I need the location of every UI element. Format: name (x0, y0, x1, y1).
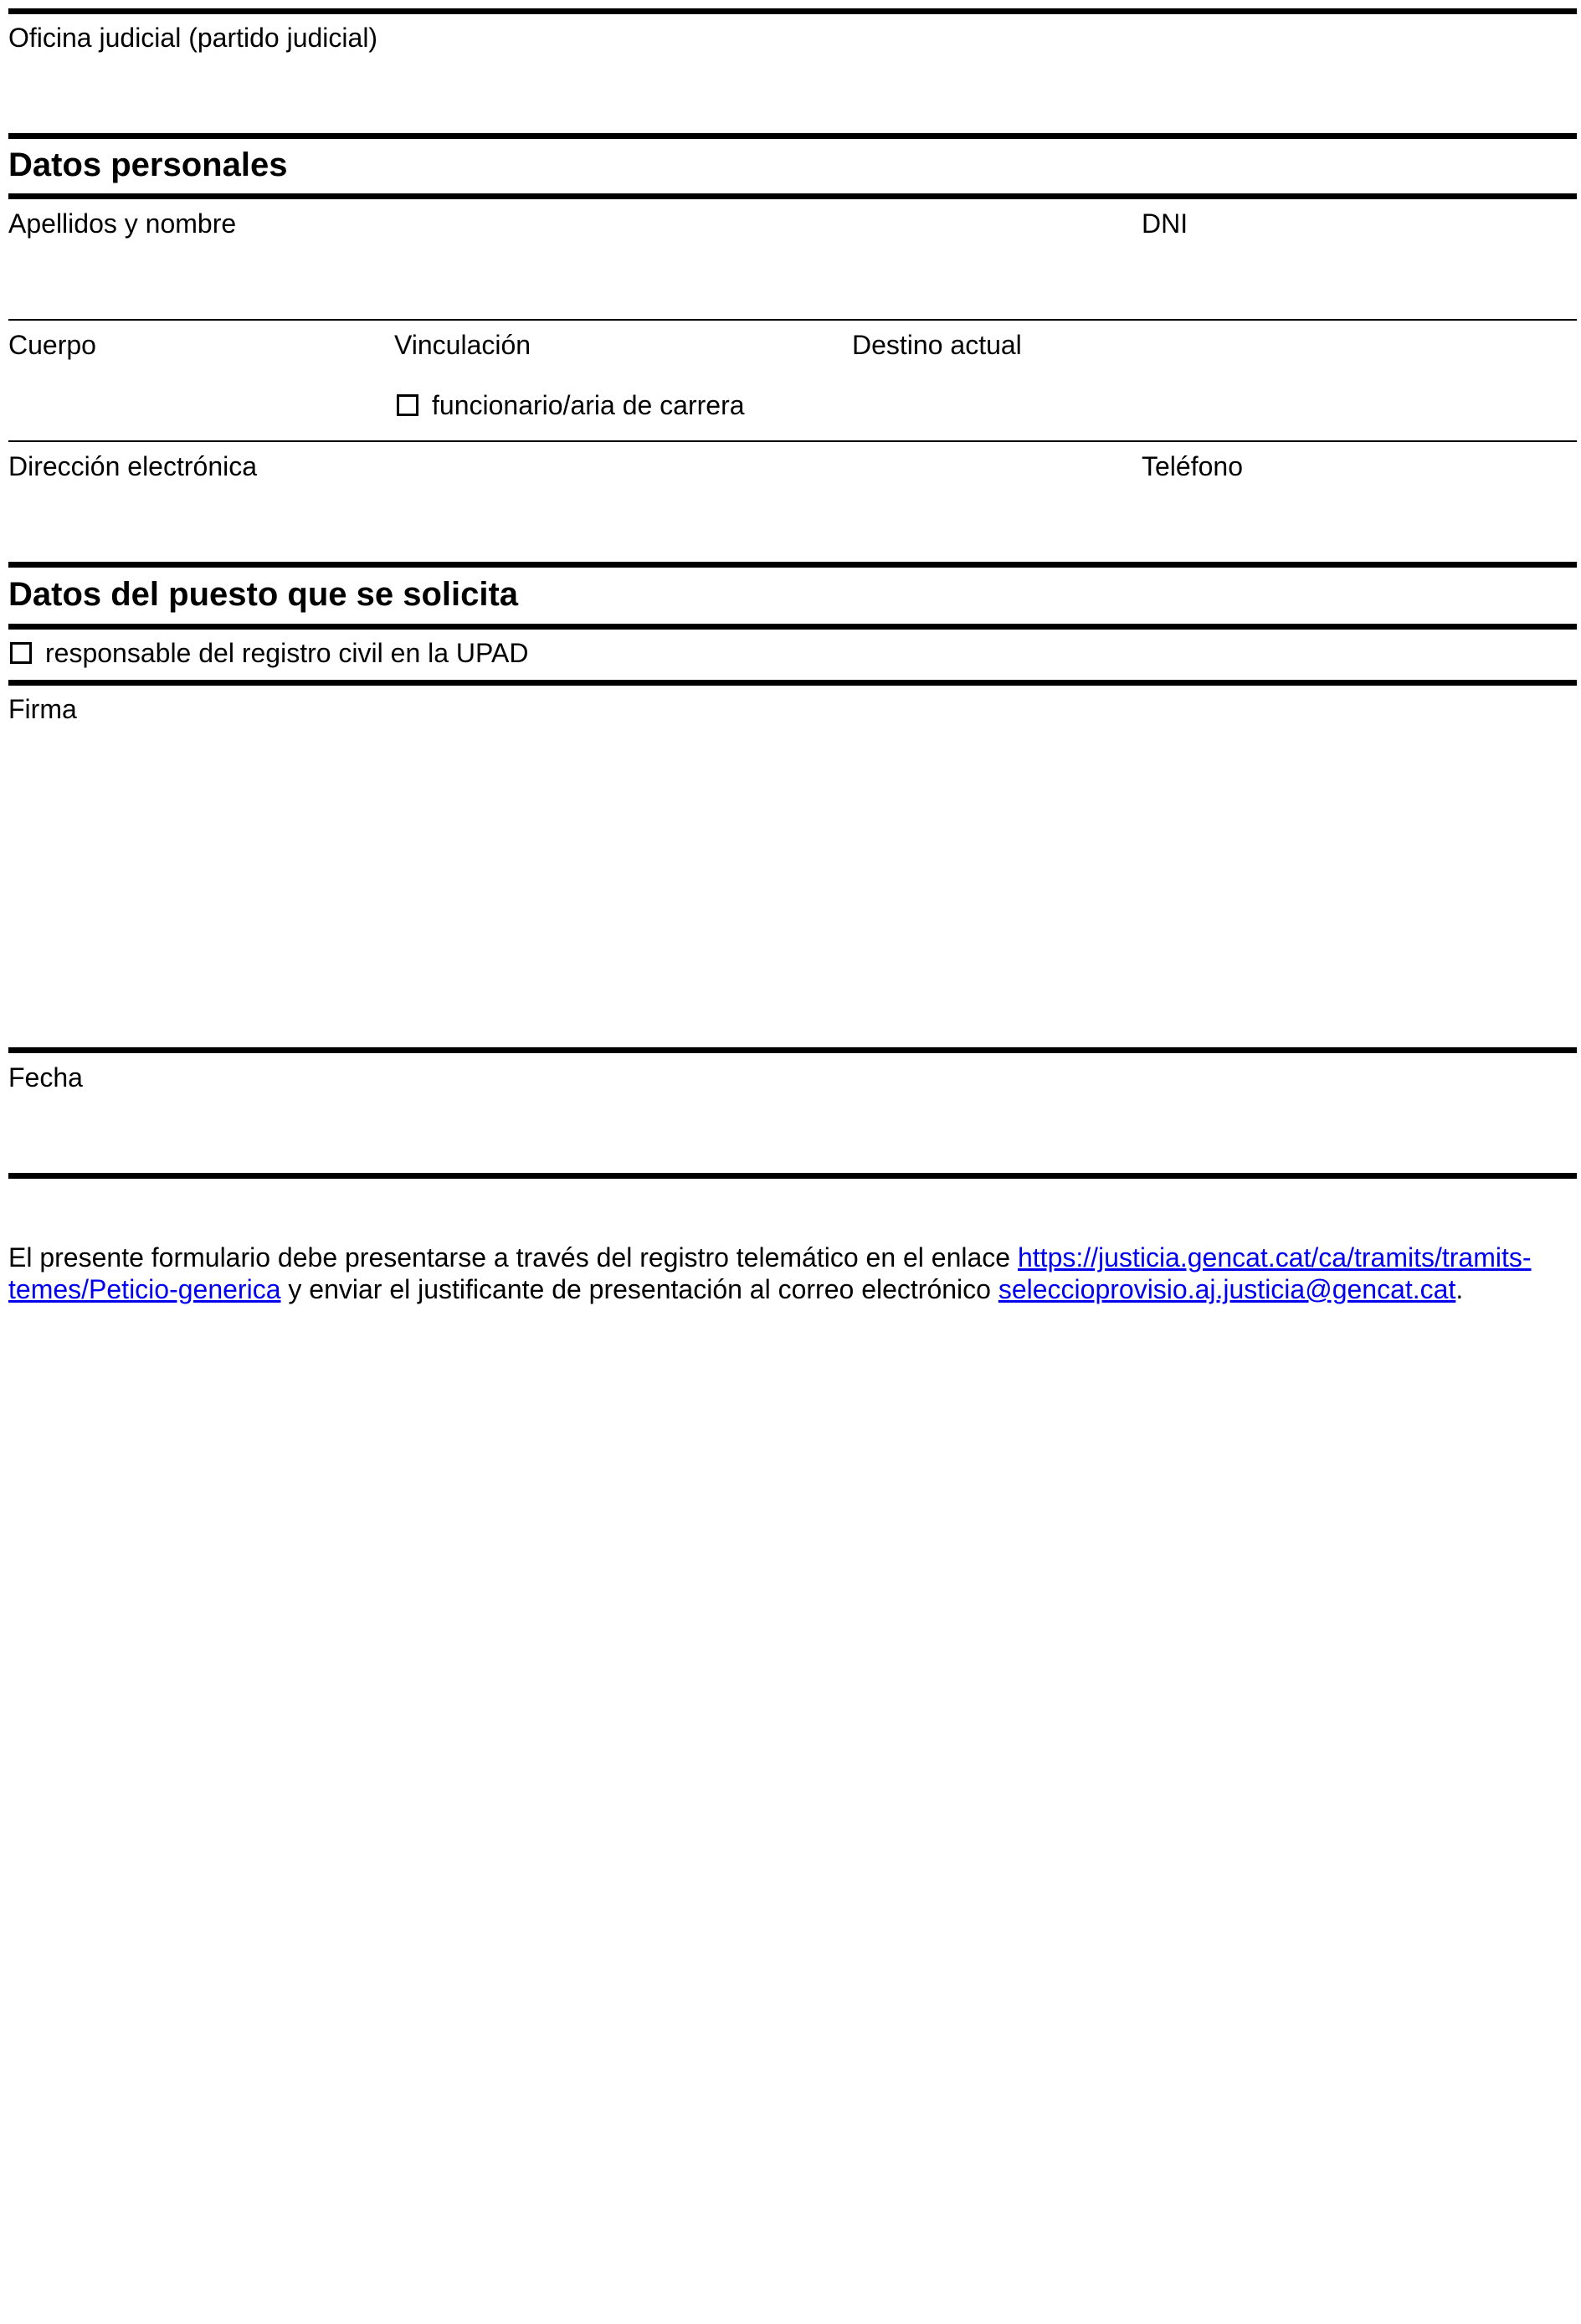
career-official-option[interactable] (397, 389, 745, 421)
section-rule (8, 562, 1577, 568)
section-rule (8, 624, 1577, 630)
phone-label: Teléfono (1142, 451, 1243, 481)
name-label: Apellidos y nombre (8, 208, 237, 239)
personal-data-heading: Datos personales (8, 147, 288, 183)
section-rule (8, 133, 1577, 139)
bottom-rule (8, 1173, 1577, 1179)
destination-label: Destino actual (852, 330, 1022, 360)
body-label: Cuerpo (8, 330, 96, 360)
submission-note (8, 1242, 1568, 1305)
date-label: Fecha (8, 1062, 83, 1093)
note-text-middle: y enviar el justificante de presentación al correo electrónico (280, 1274, 998, 1304)
dni-label: DNI (1142, 208, 1188, 239)
registry-responsible-option[interactable] (10, 637, 528, 669)
note-text-start: El presente formulario debe presentarse a través del registro telemático en el enlace (8, 1242, 1018, 1273)
row-divider (8, 319, 1577, 321)
row-divider (8, 440, 1577, 442)
signature-label: Firma (8, 694, 77, 724)
registry-responsible-checkbox[interactable] (10, 642, 32, 664)
contact-email-link[interactable]: seleccioprovisio.aj.justicia@gencat.cat (998, 1274, 1456, 1304)
section-rule (8, 680, 1577, 686)
position-data-heading: Datos del puesto que se solicita (8, 576, 519, 613)
note-text-end: . (1455, 1274, 1464, 1304)
office-label: Oficina judicial (partido judicial) (8, 23, 378, 53)
career-official-label: funcionario/aria de carrera (432, 390, 745, 420)
email-label: Dirección electrónica (8, 451, 258, 481)
career-official-checkbox[interactable] (397, 394, 418, 416)
top-rule (8, 8, 1577, 14)
request-form-link[interactable]: https://justicia.gencat.cat/ca/tramits/tramits-temes/Peticio-generica (8, 1242, 1532, 1304)
section-rule (8, 1047, 1577, 1053)
link-label: Vinculación (394, 330, 531, 360)
section-rule (8, 193, 1577, 199)
registry-responsible-label: responsable del registro civil en la UPAD (45, 638, 529, 668)
